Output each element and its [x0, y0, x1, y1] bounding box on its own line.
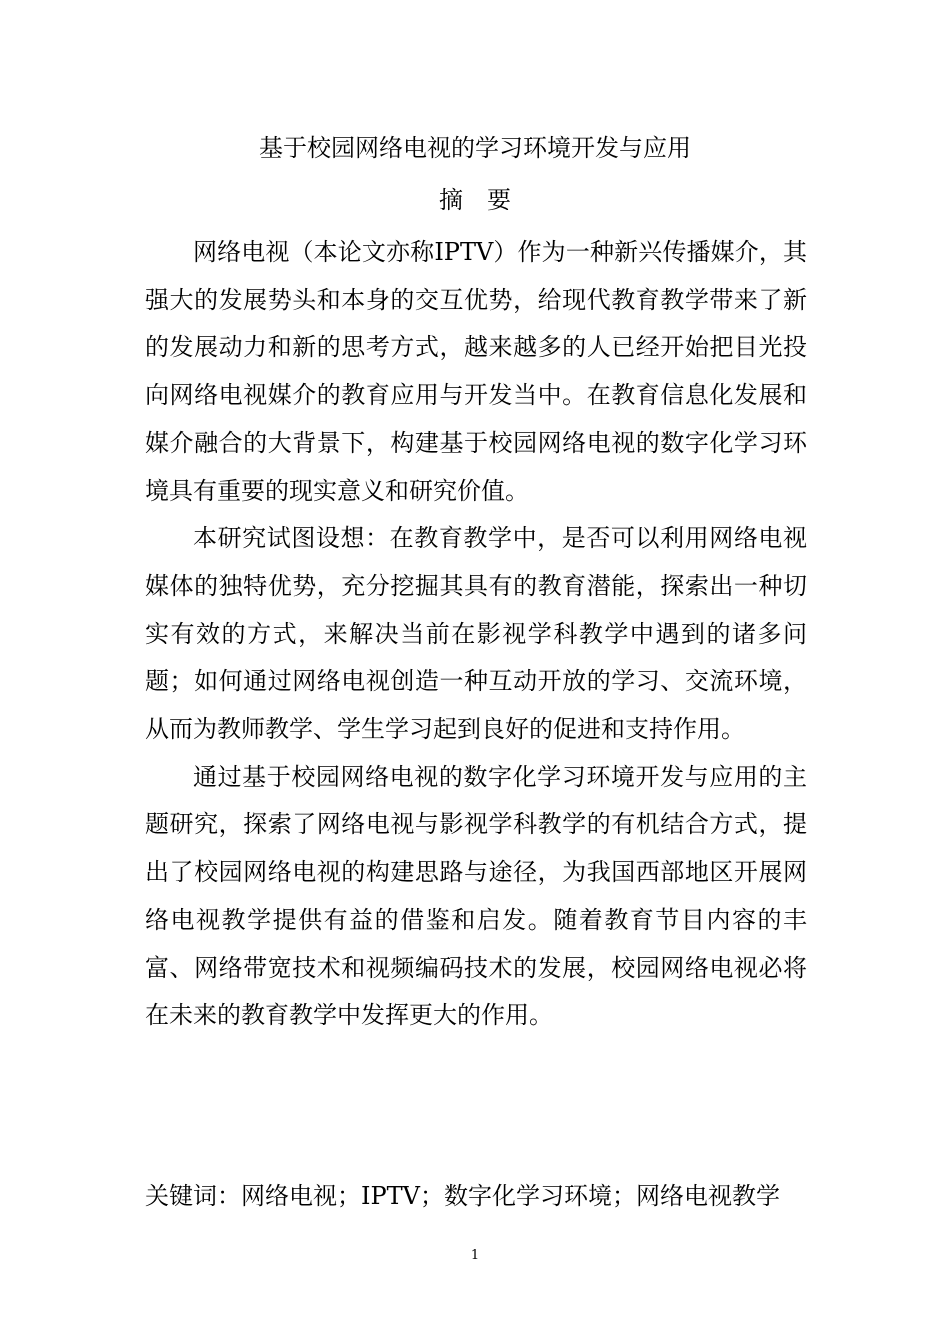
abstract-paragraph-3: 通过基于校园网络电视的数字化学习环境开发与应用的主题研究，探索了网络电视与影视学科教学的有机结合方式，提出了校园网络电视的构建思路与途径，为我国西部地区开展网络电视教学提供有益的借鉴和启发。随着教育节目内容的丰富、网络带宽技术和视频编码技术的发展，校园网络电视必将在未来的教育教学中发挥更大的作用。	[145, 762, 807, 1030]
keywords-line: 关键词：网络电视；IPTV；数字化学习环境；网络电视教学	[145, 1182, 780, 1210]
abstract-paragraph-1: 网络电视（本论文亦称IPTV）作为一种新兴传播媒介，其强大的发展势头和本身的交互优势，给现代教育教学带来了新的发展动力和新的思考方式，越来越多的人已经开始把目光投向网络电视媒介的教育应用与开发当中。在教育信息化发展和媒介融合的大背景下，构建基于校园网络电视的数字化学习环境具有重要的现实意义和研究价值。	[145, 238, 807, 505]
abstract-heading: 摘 要	[439, 186, 511, 214]
abstract-paragraph-2: 本研究试图设想：在教育教学中，是否可以利用网络电视媒体的独特优势，充分挖掘其具有的教育潜能，探索出一种切实有效的方式，来解决当前在影视学科教学中遇到的诸多问题；如何通过网络电视创造一种互动开放的学习、交流环境，从而为教师教学、学生学习起到良好的促进和支持作用。	[145, 524, 807, 744]
page-number: 1	[470, 1248, 480, 1263]
abstract-body	[145, 229, 807, 1040]
document-title: 基于校园网络电视的学习环境开发与应用	[259, 134, 691, 162]
